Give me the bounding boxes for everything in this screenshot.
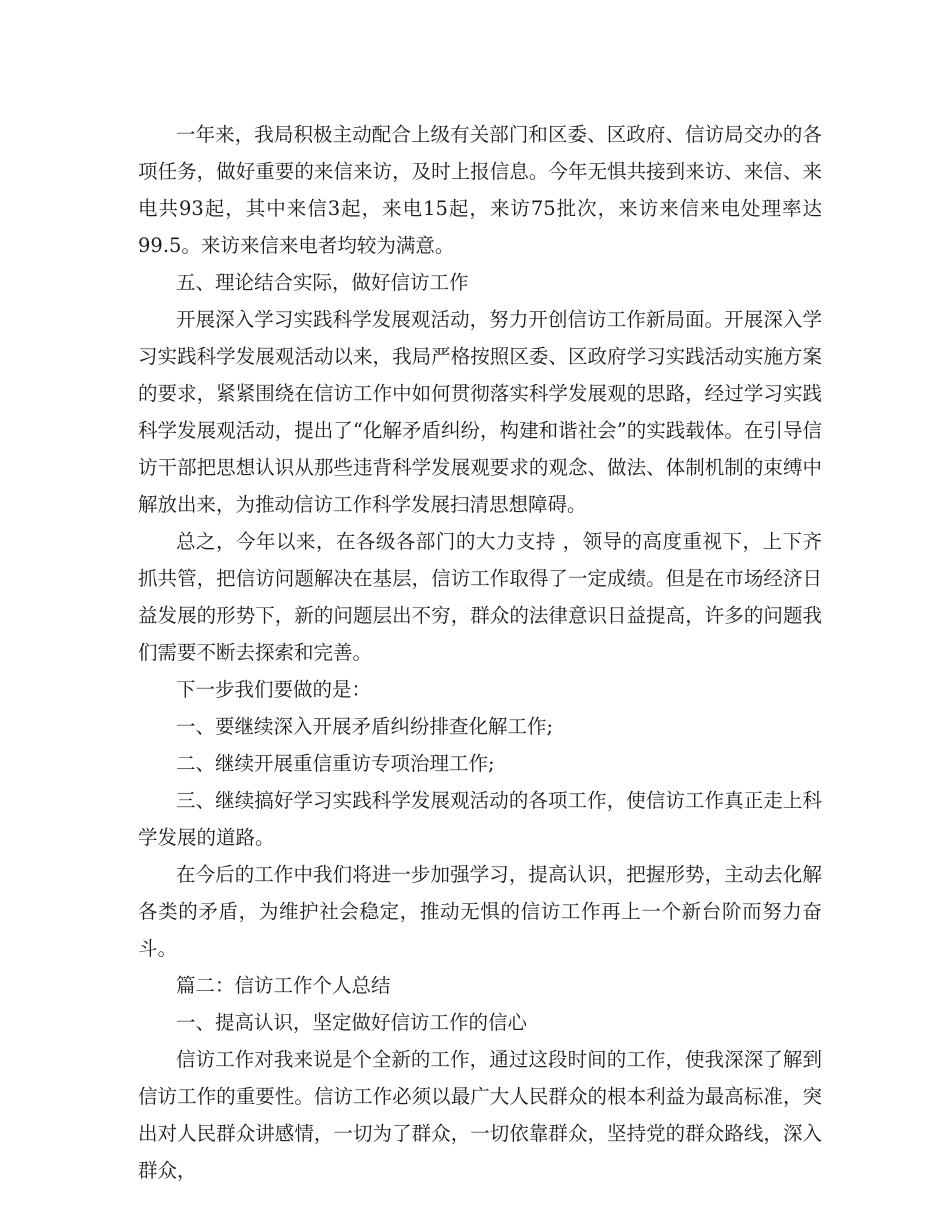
paragraph-next-steps-intro: 下一步我们要做的是： — [176, 678, 372, 701]
section-heading-theory-practice: 五、理论结合实际，做好信访工作 — [176, 271, 469, 294]
list-item-next-step-1: 一、要继续深入开展矛盾纠纷排查化解工作; — [176, 715, 554, 738]
paragraph-annual-summary: 一年来，我局积极主动配合上级有关部门和区委、区政府、信访局交办的各项任务，做好重要的来信来访，及时上报信息。今年无惧共接到来访、来信、来电共93起，其中来信3起，来电15起，来访75批次，来访来信来电处理率达99.5。来访来信来电者均较为满意。 — [138, 123, 822, 257]
section-heading-raise-awareness: 一、提高认识，坚定做好信访工作的信心 — [176, 1011, 528, 1034]
paragraph-petition-importance: 信访工作对我来说是个全新的工作，通过这段时间的工作，使我深深了解到信访工作的重要性。信访工作必须以最广大人民群众的根本利益为最高标准，突出对人民群众讲感情，一切为了群众，一切依靠群众，坚持党的群众路线，深入群众， — [138, 1048, 822, 1182]
list-item-next-step-2: 二、继续开展重信重访专项治理工作; — [176, 752, 495, 775]
document-body — [138, 116, 822, 1189]
list-item-next-step-3: 三、继续搞好学习实践科学发展观活动的各项工作，使信访工作真正走上科学发展的道路。 — [138, 789, 822, 849]
paragraph-conclusion: 总之，今年以来，在各级各部门的大力支持 ，领导的高度重视下，上下齐抓共管，把信访问题解决在基层，信访工作取得了一定成绩。但是在市场经济日益发展的形势下，新的问题层出不穷，群众的法律意识日益提高，许多的问题我们需要不断去探索和完善。 — [138, 530, 822, 664]
paragraph-scientific-development: 开展深入学习实践科学发展观活动，努力开创信访工作新局面。开展深入学习实践科学发展观活动以来，我局严格按照区委、区政府学习实践活动实施方案的要求，紧紧围绕在信访工作中如何贯彻落实科学发展观的思路，经过学习实践科学发展观活动，提出了“化解矛盾纠纷，构建和谐社会”的实践载体。在引导信访干部把思想认识从那些违背科学发展观要求的观念、做法、体制机制的束缚中解放出来，为推动信访工作科学发展扫清思想障碍。 — [138, 308, 822, 516]
chapter-heading-part-two: 篇二：信访工作个人总结 — [176, 974, 391, 997]
paragraph-future-work: 在今后的工作中我们将进一步加强学习，提高认识，把握形势，主动去化解各类的矛盾，为维护社会稳定，推动无惧的信访工作再上一个新台阶而努力奋斗。 — [138, 863, 822, 960]
